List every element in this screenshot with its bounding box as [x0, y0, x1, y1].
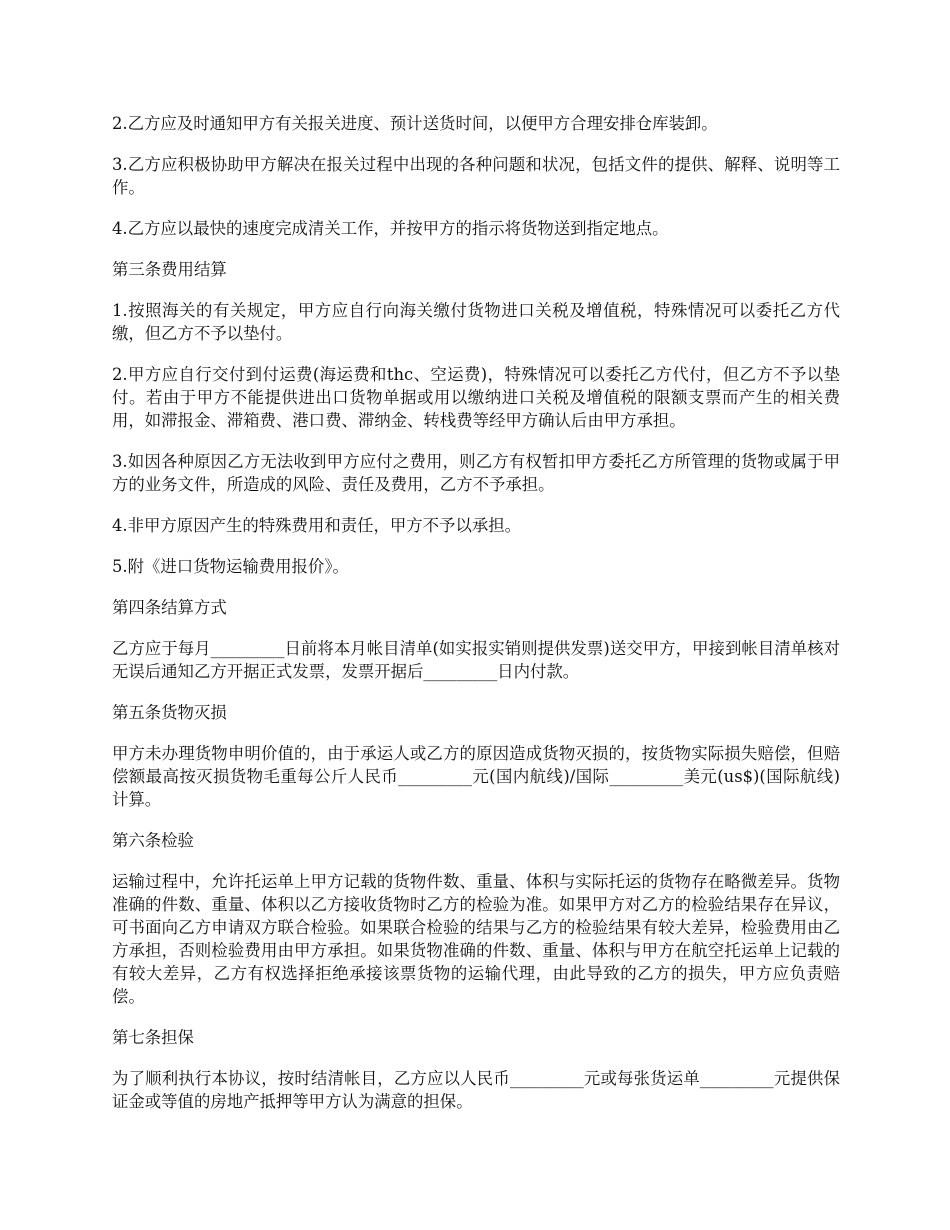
clause-2-3-assist-customs: 3.乙方应积极协助甲方解决在报关过程中出现的各种问题和状况，包括文件的提供、解释、说明等工作。 [112, 155, 840, 197]
article-4-heading: 第四条结算方式 [112, 598, 227, 617]
article-3-heading: 第三条费用结算 [112, 260, 227, 279]
clause-3-5-attachment: 5.附《进口货物运输费用报价》。 [112, 557, 349, 576]
article-5-heading: 第五条货物灭损 [112, 703, 227, 722]
article-7-heading: 第七条担保 [112, 1028, 194, 1047]
article-6-heading: 第六条检验 [112, 831, 194, 850]
article-4-settlement-text: 乙方应于每月_________日前将本月帐目清单(如实报实销则提供发票)送交甲方，甲接到帐目清单核对无误后通知乙方开据正式发票，发票开据后_________日内付款。 [112, 639, 840, 681]
clause-3-4-special-fees: 4.非甲方原因产生的特殊费用和责任，甲方不予以承担。 [112, 516, 522, 535]
clause-2-2-notify-progress: 2.乙方应及时通知甲方有关报关进度、预计送货时间，以便甲方合理安排仓库装卸。 [112, 114, 718, 133]
clause-2-4-complete-clearance: 4.乙方应以最快的速度完成清关工作，并按甲方的指示将货物送到指定地点。 [112, 219, 669, 238]
article-6-inspection-text: 运输过程中，允许托运单上甲方记载的货物件数、重量、体积与实际托运的货物存在略微差异。货物准确的件数、重量、体积以乙方接收货物时乙方的检验为准。如果甲方对乙方的检验结果存在异议，可书面向乙方申请双方联合检验。如果联合检验的结果与乙方的检验结果有较大差异，检验费用由乙方承担，否则检验费用由甲方承担。如果货物准确的件数、重量、体积与甲方在航空托运单上记载的有较大差异，乙方有权选择拒绝承接该票货物的运输代理，由此导致的乙方的损失，甲方应负责赔偿。 [112, 872, 840, 1006]
article-5-cargo-loss-text: 甲方未办理货物申明价值的，由于承运人或乙方的原因造成货物灭损的，按货物实际损失赔偿，但赔偿额最高按灭损货物毛重每公斤人民币_________元(国内航线)/国际_________美元(us$)(国际航线)计算。 [112, 744, 840, 809]
article-7-guarantee-text: 为了顺利执行本协议，按时结清帐目，乙方应以人民币_________元或每张货运单_________元提供保证金或等值的房地产抵押等甲方认为满意的担保。 [112, 1069, 840, 1111]
clause-3-1-customs-duties: 1.按照海关的有关规定，甲方应自行向海关缴付货物进口关税及增值税，特殊情况可以委托乙方代缴，但乙方不予以垫付。 [112, 301, 840, 343]
document-body [112, 112, 840, 1131]
clause-3-2-freight-payment: 2.甲方应自行交付到付运费(海运费和thc、空运费)，特殊情况可以委托乙方代付，但乙方不予以垫付。若由于甲方不能提供进出口货物单据或用以缴纳进口关税及增值税的限额支票而产生的相关费用，如滞报金、滞箱费、港口费、滞纳金、转栈费等经甲方确认后由甲方承担。 [112, 365, 840, 430]
clause-3-3-unpaid-fees: 3.如因各种原因乙方无法收到甲方应付之费用，则乙方有权暂扣甲方委托乙方所管理的货物或属于甲方的业务文件，所造成的风险、责任及费用，乙方不予承担。 [112, 452, 840, 494]
